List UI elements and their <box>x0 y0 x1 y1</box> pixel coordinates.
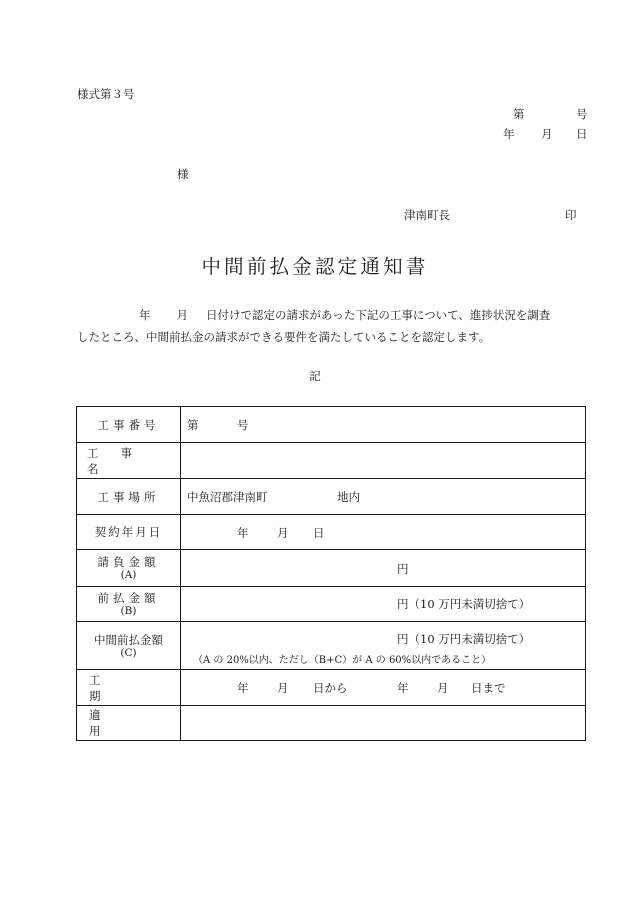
value-construction-number[interactable] <box>181 407 586 443</box>
value-contract-amount[interactable] <box>181 550 586 587</box>
issue-date-year: 年 <box>503 127 515 141</box>
construction-number-suffix: 号 <box>237 418 249 432</box>
issuer-name: 津南町長 <box>404 208 450 222</box>
details-table <box>76 406 586 741</box>
body-line-1-rest: 日付けで認定の請求があった下記の工事について、進捗状況を調査 <box>206 308 551 322</box>
label-interim-advance-amount <box>77 622 181 670</box>
body-paragraph <box>77 304 589 348</box>
ki-heading: 記 <box>309 369 321 383</box>
document-number-suffix: 号 <box>576 107 588 121</box>
label-construction-number: 工事番号 <box>77 407 181 443</box>
contract-amount-sublabel: (A) <box>120 569 137 581</box>
interim-advance-amount-unit: 円（10 万円未満切捨て） <box>397 632 531 646</box>
period-from-year: 年 <box>237 681 249 695</box>
construction-site-prefix: 中魚沼郡津南町 <box>187 490 268 504</box>
interim-advance-amount-note: （A の 20%以内、ただし（B+C）が A の 60%以内であること） <box>193 655 492 666</box>
body-line-2: したところ、中間前払金の請求ができる要件を満たしていることを認定します。 <box>77 330 491 344</box>
value-period[interactable] <box>181 670 586 706</box>
document-number-label: 第 <box>513 107 525 121</box>
period-to-day: 日まで <box>471 681 506 695</box>
table-row-contract-amount <box>77 550 586 587</box>
value-construction-name[interactable] <box>181 443 586 479</box>
table-row-advance-amount <box>77 587 586 622</box>
contract-date-month: 月 <box>277 526 289 540</box>
label-advance-amount <box>77 587 181 622</box>
value-remarks[interactable] <box>181 706 586 741</box>
label-contract-date: 契約年月日 <box>77 515 181 550</box>
recipient-honorific: 様 <box>177 167 189 181</box>
construction-site-suffix: 地内 <box>337 490 360 504</box>
period-from-day: 日から <box>313 681 348 695</box>
issue-date-day: 日 <box>576 127 588 141</box>
table-row-interim-advance-amount <box>77 622 586 670</box>
contract-amount-label: 請負金額 <box>97 555 160 569</box>
document-title: 中間前払金認定通知書 <box>201 255 429 278</box>
value-advance-amount[interactable] <box>181 587 586 622</box>
table-row-period <box>77 670 586 706</box>
value-interim-advance-amount[interactable] <box>181 622 586 670</box>
form-number: 様式第３号 <box>77 87 135 101</box>
advance-amount-label: 前払金額 <box>97 591 160 605</box>
issue-date-month: 月 <box>541 127 553 141</box>
advance-amount-unit: 円（10 万円未満切捨て） <box>397 597 531 611</box>
interim-advance-amount-label: 中間前払金額 <box>94 632 163 647</box>
value-construction-site[interactable] <box>181 479 586 515</box>
table-row-construction-site <box>77 479 586 515</box>
advance-amount-sublabel: (B) <box>120 605 137 617</box>
label-remarks: 適用 <box>77 706 181 741</box>
seal-mark: 印 <box>565 208 577 222</box>
table-row-contract-date <box>77 515 586 550</box>
period-to-month: 月 <box>437 681 449 695</box>
body-month: 月 <box>176 308 188 322</box>
table-row-remarks <box>77 706 586 741</box>
contract-date-day: 日 <box>313 526 325 540</box>
table-row-construction-number <box>77 407 586 443</box>
label-period: 工期 <box>77 670 181 706</box>
period-to-year: 年 <box>397 681 409 695</box>
contract-amount-unit: 円 <box>397 562 409 576</box>
body-line-1 <box>77 304 589 326</box>
construction-number-prefix: 第 <box>187 418 199 432</box>
label-construction-site: 工事場所 <box>77 479 181 515</box>
contract-date-year: 年 <box>237 526 249 540</box>
value-contract-date[interactable] <box>181 515 586 550</box>
interim-advance-amount-sublabel: (C) <box>120 646 137 659</box>
body-year: 年 <box>139 308 151 322</box>
label-contract-amount <box>77 550 181 587</box>
period-from-month: 月 <box>277 681 289 695</box>
label-construction-name: 工事名 <box>77 443 181 479</box>
table-row-construction-name <box>77 443 586 479</box>
